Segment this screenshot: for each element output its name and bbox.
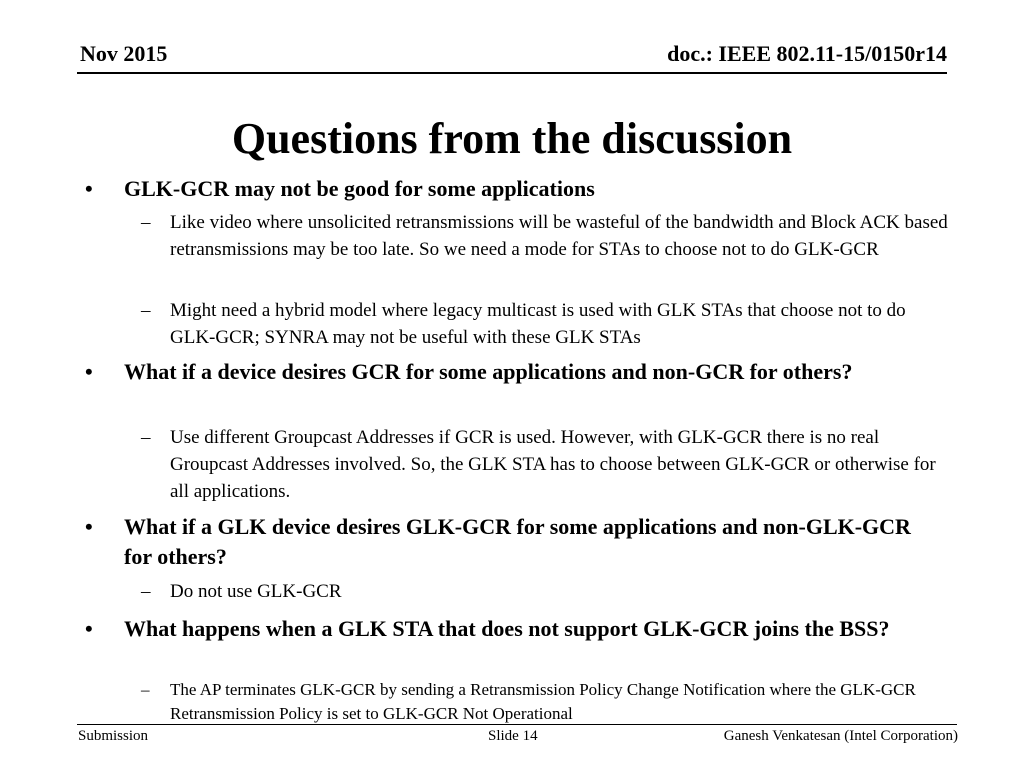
bullet-3-sub-1: Do not use GLK-GCR	[170, 581, 342, 602]
bullet-2-text: What if a device desires GCR for some applications and non-GCR for others?	[124, 359, 853, 384]
bullet-2-sub-1: Use different Groupcast Addresses if GCR is used. However, with GLK-GCR there is no real Groupcast Addresses involved. So, the GLK STA has to choose between GLK-GCR or otherwise for all applications.	[170, 427, 936, 502]
dash-marker: –	[141, 427, 151, 448]
bullet-1-text: GLK-GCR may not be good for some applications	[124, 176, 595, 201]
footer-author: Ganesh Venkatesan (Intel Corporation)	[723, 728, 958, 744]
header-date: Nov 2015	[80, 41, 168, 66]
bullet-marker: •	[85, 176, 93, 201]
bullet-4-text: What happens when a GLK STA that does not support GLK-GCR joins the BSS?	[124, 616, 890, 641]
bullet-1-sub-1: Like video where unsolicited retransmissions will be wasteful of the bandwidth and Block ACK based retransmissions may be too late. So we need a mode for STAs to choose not to do GLK-GCR	[170, 212, 948, 260]
bullet-marker: •	[85, 616, 93, 641]
dash-marker: –	[141, 300, 151, 321]
bullet-3-text: What if a GLK device desires GLK-GCR for some applications and non-GLK-GCR for others?	[124, 514, 911, 569]
dash-marker: –	[141, 680, 150, 699]
footer-slide-number: Slide 14	[488, 728, 538, 744]
bullet-marker: •	[85, 359, 93, 384]
bullet-4-sub-1: The AP terminates GLK-GCR by sending a Retransmission Policy Change Notification where the GLK-GCR Retransmission Policy is set to GLK-GCR Not Operational	[170, 680, 916, 723]
bullet-1-sub-2: Might need a hybrid model where legacy multicast is used with GLK STAs that choose not to do GLK-GCR; SYNRA may not be useful with these GLK STAs	[170, 300, 906, 348]
dash-marker: –	[141, 212, 151, 233]
header-doc-id: doc.: IEEE 802.11-15/0150r14	[667, 41, 947, 66]
footer-submission: Submission	[78, 728, 149, 744]
slide-title: Questions from the discussion	[231, 114, 793, 163]
dash-marker: –	[141, 581, 151, 602]
footer-divider	[77, 724, 957, 725]
bullet-marker: •	[85, 514, 93, 539]
